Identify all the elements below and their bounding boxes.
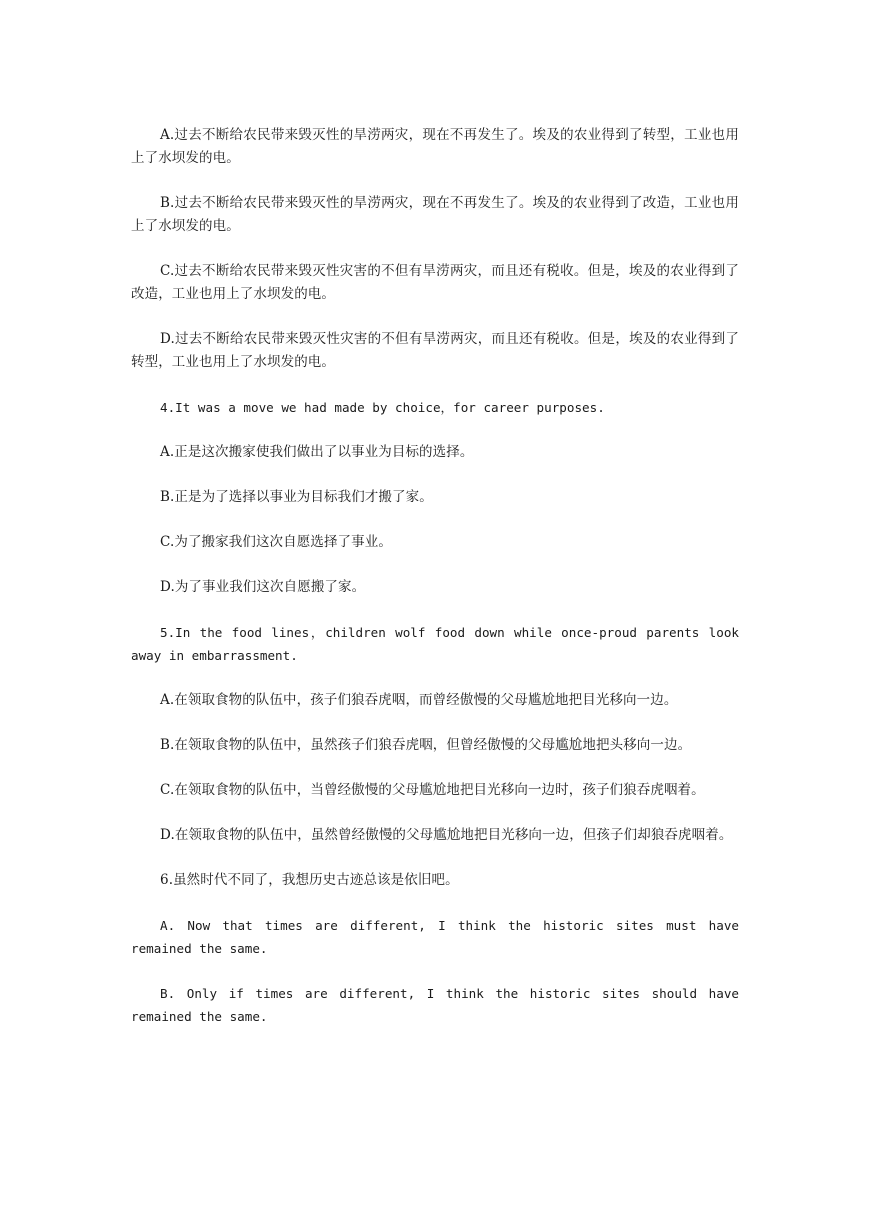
q3-option-b: B.过去不断给农民带来毁灭性的旱涝两灾，现在不再发生了。埃及的农业得到了改造，工业也用上了水坝发的电。 xyxy=(131,195,739,234)
q5-question: 5.In the food lines，children wolf food down while once-proud parents look away in embarrassment. xyxy=(131,625,739,663)
q5-option-b: B.在领取食物的队伍中，虽然孩子们狼吞虎咽，但曾经傲慢的父母尴尬地把头移向一边。 xyxy=(160,737,692,753)
q3-option-c: C.过去不断给农民带来毁灭性灾害的不但有旱涝两灾，而且还有税收。但是，埃及的农业得到了改造，工业也用上了水坝发的电。 xyxy=(131,263,739,302)
q3-option-a: A.过去不断给农民带来毁灭性的旱涝两灾，现在不再发生了。埃及的农业得到了转型，工业也用上了水坝发的电。 xyxy=(131,127,739,166)
q6-option-a: A. Now that times are different, I think the historic sites must have remained the same. xyxy=(131,918,739,956)
q5-option-d: D.在领取食物的队伍中，虽然曾经傲慢的父母尴尬地把目光移向一边，但孩子们却狼吞虎咽着。 xyxy=(160,827,733,843)
q3-option-d: D.过去不断给农民带来毁灭性灾害的不但有旱涝两灾，而且还有税收。但是，埃及的农业得到了转型，工业也用上了水坝发的电。 xyxy=(131,331,739,370)
q4-option-b: B.正是为了选择以事业为目标我们才搬了家。 xyxy=(160,489,433,505)
q5-option-c: C.在领取食物的队伍中，当曾经傲慢的父母尴尬地把目光移向一边时，孩子们狼吞虎咽着。 xyxy=(160,782,705,798)
document-page xyxy=(131,124,739,1050)
q6-question: 6.虽然时代不同了，我想历史古迹总该是依旧吧。 xyxy=(160,872,459,888)
q4-option-d: D.为了事业我们这次自愿搬了家。 xyxy=(160,579,366,595)
q4-question: 4.It was a move we had made by choice，for career purposes. xyxy=(160,400,605,415)
q5-option-a: A.在领取食物的队伍中，孩子们狼吞虎咽，而曾经傲慢的父母尴尬地把目光移向一边。 xyxy=(160,692,678,708)
q6-option-b: B. Only if times are different, I think the historic sites should have remained the same. xyxy=(131,986,739,1024)
q4-option-a: A.正是这次搬家使我们做出了以事业为目标的选择。 xyxy=(160,444,474,460)
q4-option-c: C.为了搬家我们这次自愿选择了事业。 xyxy=(160,534,392,550)
